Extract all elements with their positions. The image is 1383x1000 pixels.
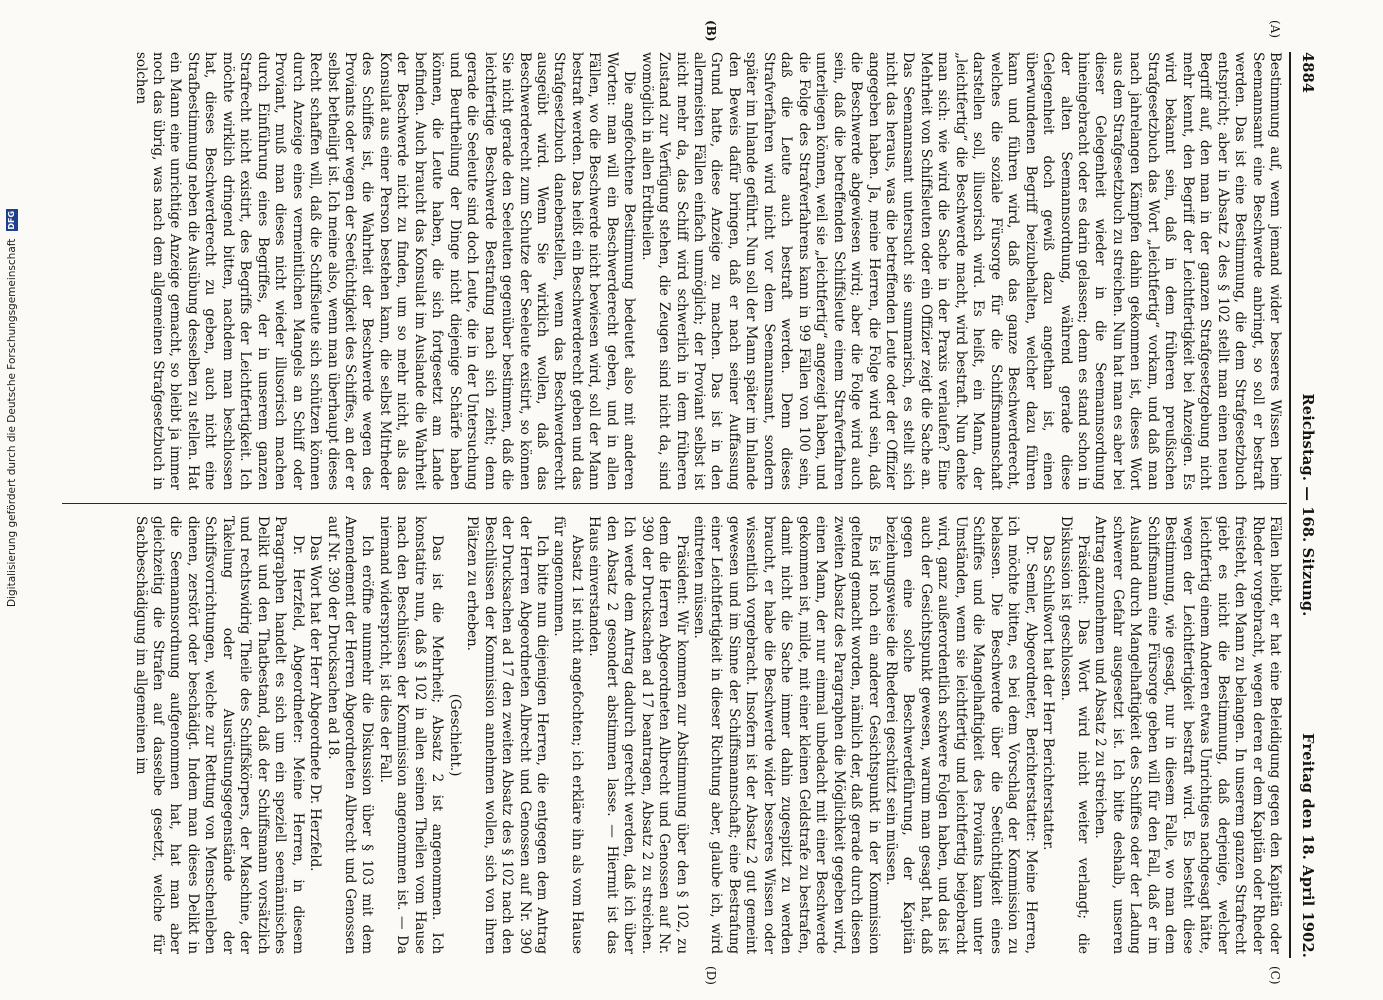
paragraph: Fällen bleibt, er hat eine Beleidigung gegen den Kapitän oder Rheder vorgebracht, wegen deren er dem Kapitän oder Rheder freisteht, den Mann zu belangen. In unserem ganzen Strafrecht giebt es nicht die Bestimmung, daß derjenige, welcher leichtfertig einem Anderen etwas Unrichtiges nachgesagt hätte, wegen der Leichtfertigkeit bestraft wird. Es besteht diese Bestimmung, wie gesagt, nur in diesem Falle, wo man dem Schiffsmann eine Fürsorge geben will für den Fall, daß er im Ausland durch Mangelhaftigkeit des Schiffes oder der Ladung schwerer Gefahr ausgesetzt ist. Ich bitte deshalb, unseren Antrag anzunehmen und Absatz 2 zu streichen. [1092,516,1283,954]
paragraph: Absatz 1 ist nicht angefochten; ich erkläre ihn als vom Hause für angenommen. [551,516,585,954]
margin-marker-b: (B) [704,20,718,42]
paragraph: Präsident: Das Wort wird nicht weiter verlangt; die Diskussion ist geschlossen. [1057,516,1092,954]
paragraph: Die angefochtene Bestimmung bedeutet also mit anderen Worten: man will ein Beschwerderecht geben, und in allen Fällen, wo die Beschwerde nicht bewiesen wird, soll der Mann bestraft werden. Das heißt ein Beschwerderecht geben und das Strafgesetzbuch danebenstellen, wenn das Beschwerderecht ausgeübt wird. Wenn Sie wirklich wollen, daß das Beschwerderecht zum Schutze der Seeleute existirt, so können Sie nicht gerade den Seeleuten gegenüber bestimmen, daß die leichtfertige Beschwerde Bestrafung nach sich zieht; denn gerade die Seeleute sind doch Leute, die in der Untersuchung und Beurtheilung der Dinge nicht diejenige Schärfe haben können, die Leute haben, die sich fortgesetzt am Lande befinden. Auch braucht das Konsulat im Auslande die Wahrheit der Beschwerde nicht zu finden, um so mehr nicht, als das Konsulat aus einer Person bestehen kann, die selbst Mitrheder des Schiffes ist, die Wahrheit der Beschwerde wegen des Proviants oder wegen der Seetüchtigkeit des Schiffes, an der er selbst betheiligt ist. Ich meine also, wenn man überhaupt dieses Recht schaffen will, daß die Schiffsleute sich schützen können durch Anzeige eines vermeintlichen Mangels an Schiff oder Proviant, muß man dieses nicht wieder illusorisch machen durch Einführung eines Begriffes, der in unserem ganzen Strafrecht nicht existirt, des Begriffs der Leichtfertigkeit. Ich möchte wirklich dringend bitten, nachdem man beschlossen hat, dieses Beschwerderecht zu geben, auch nicht eine Strafbestimmung neben die Ausübung desselben zu stellen. Hat ein Mann eine unrichtige Anzeige gemacht, so bleibt ja immer noch das übrig, was nach dem allgemeinen Strafgesetzbuch in solchen [132,52,638,490]
paragraph: Das Schlußwort hat der Herr Berichterstatter. [1040,535,1057,851]
page-number: 4884 [1299,52,1316,94]
paragraph: Ich bitte nun diejenigen Herren, die entgegen dem Antrag der Herren Abgeordneten Albrecht und Genossen auf Nr. 390 der Drucksachen ad 17 den zweiten Absatz des § 102 nach den Beschlüssen der Kommission annehmen wollen, sich von ihren Plätzen zu erheben. [464,516,550,954]
paragraph: Bestimmung auf, wenn jemand wider besseres Wissen beim Seemannsamt eine Beschwerde anbringt, so soll er bestraft werden. Das ist eine Bestimmung, die dem Strafgesetzbuch entspricht; aber in Absatz 2 des § 102 stellt man einen neuen Begriff auf, den man in der ganzen Strafgesetzgebung nicht mehr kennt, den Begriff der Leichtfertigkeit bei Anzeigen. Es wird bekannt sein, daß in dem früheren preußischen Strafgesetzbuch das Wort „leichtfertig“ vorkam, und daß man nach jahrelangen Kämpfen dahin gekommen ist, dieses Wort aus dem Strafgesetzbuch zu streichen. Nun hat man es aber bei dieser Gelegenheit wieder in die Seemannsordnung hineingebracht oder es darin gelassen; denn es stand schon in der alten Seemannsordnung, während gerade diese Gelegenheit doch gewiß dazu angethan ist, einen überwundenen Begriff beizubehalten, welcher dazu führen kann und führen wird, daß das ganze Beschwerderecht, welches die soziale Fürsorge für die Schiffsmannschaft darstellen soll, illusorisch wird. Es heißt, ein Mann, der „leichtfertig“ die Beschwerde macht, wird bestraft. Nun denke man sich: wie wird die Sache in der Praxis verlaufen? Eine Mehrheit von Schiffsleuten oder ein Offizier zeigt die Sache an. Das Seemannsamt untersucht sie summarisch, es stellt sich nicht das heraus, was die betreffenden Leute oder der Offizier angegeben haben. Ja, meine Herren, die Folge wird sein, daß die Beschwerde abgewiesen wird; aber die Folge wird auch sein, daß die betreffenden Schiffsleute einem Strafverfahren unterliegen können, weil sie „leichtfertig“ angezeigt haben, und die Folge des Strafverfahrens kann in 99 Fällen von 100 sein, daß die Leute auch bestraft werden. Denn dieses Strafverfahren wird nicht vor dem Seemannsamt, sondern später im Inlande geführt. Nun soll der Mann später im Inlande den Beweis dafür bringen, daß er nach seiner Auffassung Grund hatte, diese Anzeige zu machen. Das ist in den allermeisten Fällen einfach unmöglich; der Proviant selbst ist nicht mehr da, das Schiff wird schwerlich in dem früheren Zustand zur Verfügung stehen, die Zeugen sind nicht da, sind womöglich in allen Erdtheilen. [638,52,1283,490]
header-rule [1289,52,1291,958]
digitization-credit [4,210,20,607]
page-header [1296,52,1318,958]
right-column [61,516,1283,954]
paragraph: Das Wort hat der Herr Abgeordnete Dr. Herzfeld. [307,535,324,872]
session-date: Freitag den 18. April 1902. [1299,733,1316,958]
paragraph: Es ist noch ein anderer Gesichtspunkt in der Kommission geltend gemacht worden, nämlich der, daß gerade durch diesen zweiten Absatz des Paragraphen die Möglichkeit gegeben wird, einen Mann, der nur einmal unbedacht mit einer Beschwerde gekommen ist, milde, mit einer kleinen Geldstrafe zu bestrafen, damit nicht die Sache immer dahin zugespitzt zu werden braucht, er habe die Beschwerde wider besseres Wissen oder wissentlich vorgebracht. Insofern ist der Absatz 2 gut gemeint gewesen und im Sinne der Schiffsmannschaft; eine Bestrafung einer Leichtfertigkeit in dieser Richtung aber, glaube ich, wird eintreten müssen. [691,516,882,954]
margin-marker-d: (D) [704,966,718,985]
credit-text: Digitalisierung gefördert durch die Deutsche Forschungsgemeinschaft [6,238,18,607]
paragraph: Dr. Semler, Abgeordneter, Berichterstatter: Meine Herren, ich möchte bitten, es bei dem Vorschlag der Kommission zu belassen. Die Beschwerde über die Seetüchtigkeit eines Schiffes und die Mangelhaftigkeit des Proviants kann unter Umständen, wenn sie leichtfertig und leichtfertig beigebracht wird, ganz außerordentlich schwere Folgen haben, und das ist auch der Gesichtspunkt gewesen, warum man gesagt hat, daß gegen eine solche Beschwerdeführung, der Kapitän beziehungsweise die Rhederei geschützt sein müssen. [883,516,1039,954]
rotated-page [53,20,1318,985]
dfg-logo-icon: DFG [7,210,16,230]
column-divider [62,503,1287,504]
left-column [61,52,1283,490]
margin-marker-a: (A) [1268,20,1282,39]
paragraph: Präsident: Wir kommen zur Abstimmung über den § 102, zu dem die Herren Abgeordneten Albrecht und Genossen auf Nr. 390 der Drucksachen ad 17 beantragen, Absatz 2 zu streichen. Ich werde dem Antrag dadurch gerecht werden, daß ich über den Absatz 2 gesondert abstimmen lasse. — Hiermit ist das Haus einverstanden. [586,516,690,954]
running-title: Reichstag. — 168. Sitzung. [1299,393,1316,617]
paragraph: Dr. Herzfeld, Abgeordneter: Meine Herren, in diesem Paragraphen handelt es sich um ein speziell seemännisches Delikt und den Thatbestand, daß der Schiffsmann vorsätzlich und rechtswidrig Theile des Schiffskörpers, der Maschine, der Takelung oder Ausrüstungsgegenstände der Schiffsvorrichtungen, welche zur Rettung von Menschenleben dienen, zerstört oder beschädigt. Indem man dieses Delikt in die Seemannsordnung aufgenommen hat, hat man aber gleichzeitig die Strafen auf dasselbe gesetzt, welche für Sachbeschädigung im allgemeinen im [132,516,306,954]
stage-direction: (Geschieht.) [446,693,463,777]
paragraph: Das ist die Mehrheit; Absatz 2 ist angenommen. Ich konstatire nun, daß § 102 in allen seinen Theilen vom Hause nach den Beschlüssen der Kommission angenommen ist. — Da niemand widerspricht, ist dies der Fall. [376,516,446,954]
paragraph: Ich eröffne nunmehr die Diskussion über § 103 mit dem Amendement der Herren Abgeordneten Albrecht und Genossen auf Nr. 390 der Drucksachen ad 18. [324,516,376,954]
margin-marker-c: (C) [1268,966,1282,985]
